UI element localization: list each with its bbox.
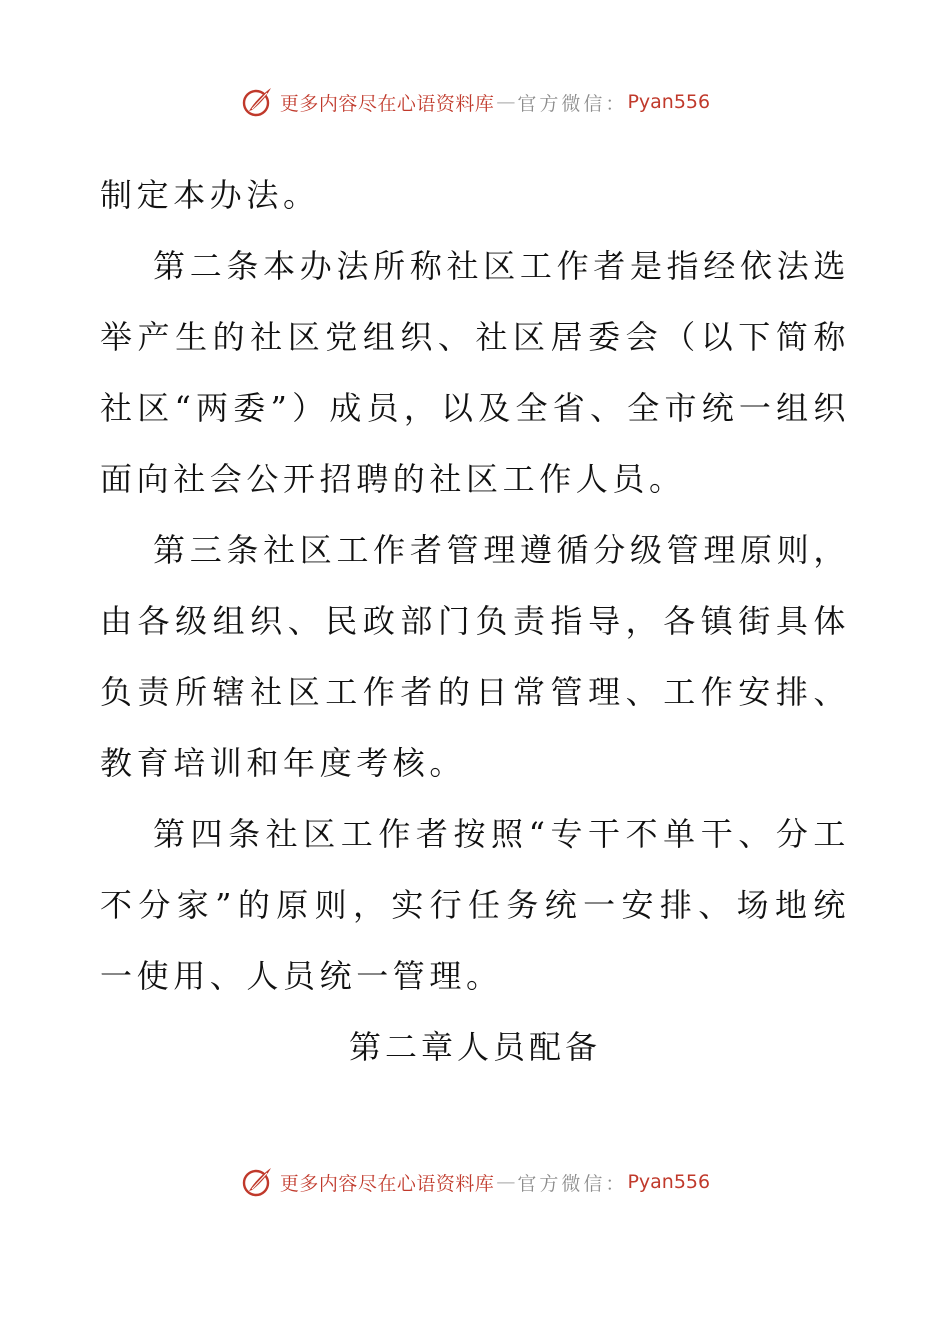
document-body [100,160,850,1083]
watermark-dash: — [496,1171,516,1193]
footer-watermark [0,1162,950,1202]
watermark-text: 更多内容尽在心语资料库 [279,92,495,115]
article-4-paragraph: 第四条社区工作者按照“专干不单干、分工不分家”的原则，实行任务统一安排、场地统一使用、人员统一管理。 [100,815,850,995]
paragraph-continuation: 制定本办法。 [100,176,320,214]
article-3-paragraph: 第三条社区工作者管理遵循分级管理原则，由各级组织、民政部门负责指导，各镇街具体负责所辖社区工作者的日常管理、工作安排、教育培训和年度考核。 [100,531,850,782]
watermark-text: 更多内容尽在心语资料库 [279,1172,495,1195]
article-2-paragraph: 第二条本办法所称社区工作者是指经依法选举产生的社区党组织、社区居委会（以下简称社区“两委”）成员，以及全省、全市统一组织面向社会公开招聘的社区工作人员。 [100,247,850,498]
quill-pen-logo-icon [240,85,274,119]
header-watermark [0,82,950,122]
watermark-wechat-id: Pyan556 [627,91,711,113]
watermark-contact-label: 官方微信： [517,1172,628,1195]
chapter-heading: 第二章人员配备 [348,1028,601,1066]
watermark-contact-label: 官方微信： [517,92,628,115]
quill-pen-logo-icon [240,1165,274,1199]
watermark-wechat-id: Pyan556 [627,1171,711,1193]
watermark-dash: — [496,91,516,113]
